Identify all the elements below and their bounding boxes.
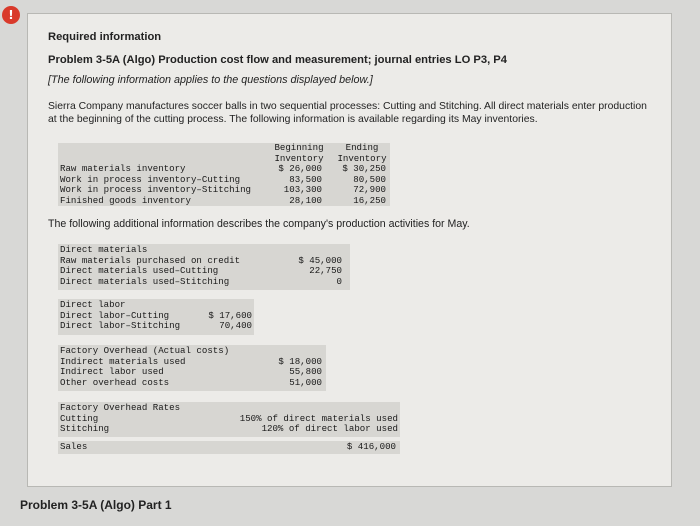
inventory-row-label: Work in process inventory–Cutting xyxy=(60,173,241,185)
beginning-header-1: Beginning xyxy=(274,142,324,153)
overhead-value: $ 18,000 xyxy=(278,355,322,367)
direct-labor-heading: Direct labor xyxy=(60,299,126,310)
overhead-value: 55,800 xyxy=(289,366,322,377)
overhead-row-label: Other overhead costs xyxy=(60,376,170,388)
direct-materials-row-label: Direct materials used–Cutting xyxy=(60,265,219,276)
inventory-beginning-value: 103,300 xyxy=(283,184,322,195)
direct-materials-value: $ 45,000 xyxy=(298,254,342,266)
direct-materials-value: 22,750 xyxy=(309,265,342,276)
direct-materials-table xyxy=(58,244,350,290)
inventory-table xyxy=(58,143,390,206)
overhead-heading: Factory Overhead (Actual costs) xyxy=(60,345,230,356)
inventory-ending-value: $ 30,250 xyxy=(342,163,386,174)
inventory-ending-value: 72,900 xyxy=(353,184,386,195)
overhead-rates-table xyxy=(58,402,400,437)
overhead-rate-label: Cutting xyxy=(60,412,99,424)
inventory-beginning-value: 83,500 xyxy=(289,173,322,185)
direct-materials-heading: Direct materials xyxy=(60,244,148,255)
info-panel xyxy=(27,13,672,487)
overhead-rate-value: 120% of direct labor used xyxy=(261,423,398,434)
overhead-row-label: Indirect materials used xyxy=(60,355,186,367)
overhead-table xyxy=(58,345,326,391)
direct-labor-row-label: Direct labor–Cutting xyxy=(60,309,170,321)
overhead-rate-label: Stitching xyxy=(60,423,110,434)
problem-title: Problem 3-5A (Algo) Production cost flow and measurement; journal entries LO P3, P4 xyxy=(48,54,507,66)
intro-paragraph: Sierra Company manufactures soccer balls in two sequential processes: Cutting and Stitching. All direct materials enter production at the beginning of the cutting process. The following information is available regarding its May inventories. xyxy=(48,101,647,125)
part-title: Problem 3-5A (Algo) Part 1 xyxy=(20,498,172,512)
inventory-ending-value: 16,250 xyxy=(353,194,386,206)
direct-labor-row-label: Direct labor–Stitching xyxy=(60,320,181,331)
inventory-row-label: Raw materials inventory xyxy=(60,163,186,174)
ending-header-2: Inventory xyxy=(337,152,387,164)
inventory-row-label: Finished goods inventory xyxy=(60,194,191,206)
sales-label: Sales xyxy=(60,441,88,452)
inventory-row-label: Work in process inventory–Stitching xyxy=(60,184,251,195)
instruction-note: [The following information applies to the questions displayed below.] xyxy=(48,74,373,86)
direct-labor-value: 70,400 xyxy=(219,320,252,331)
required-info-heading: Required information xyxy=(48,31,162,43)
direct-materials-row-label: Direct materials used–Stitching xyxy=(60,275,230,287)
direct-materials-row-label: Raw materials purchased on credit xyxy=(60,254,241,266)
alert-icon: ! xyxy=(2,6,20,24)
inventory-beginning-value: $ 26,000 xyxy=(278,163,322,174)
overhead-row-label: Indirect labor used xyxy=(60,366,164,377)
overhead-value: 51,000 xyxy=(289,376,322,388)
additional-info-text: The following additional information describes the company's production activities for May. xyxy=(48,218,470,230)
overhead-rate-value: 150% of direct materials used xyxy=(239,412,398,424)
direct-materials-value: 0 xyxy=(336,275,342,287)
inventory-beginning-value: 28,100 xyxy=(289,194,322,206)
direct-labor-table xyxy=(58,299,254,335)
ending-header-1: Ending xyxy=(345,142,379,153)
overhead-rates-heading: Factory Overhead Rates xyxy=(60,402,181,413)
inventory-ending-value: 80,500 xyxy=(353,173,386,185)
direct-labor-value: $ 17,600 xyxy=(208,309,252,321)
sales-table xyxy=(58,441,400,454)
sales-value: $ 416,000 xyxy=(346,441,396,452)
beginning-header-2: Inventory xyxy=(274,152,324,164)
